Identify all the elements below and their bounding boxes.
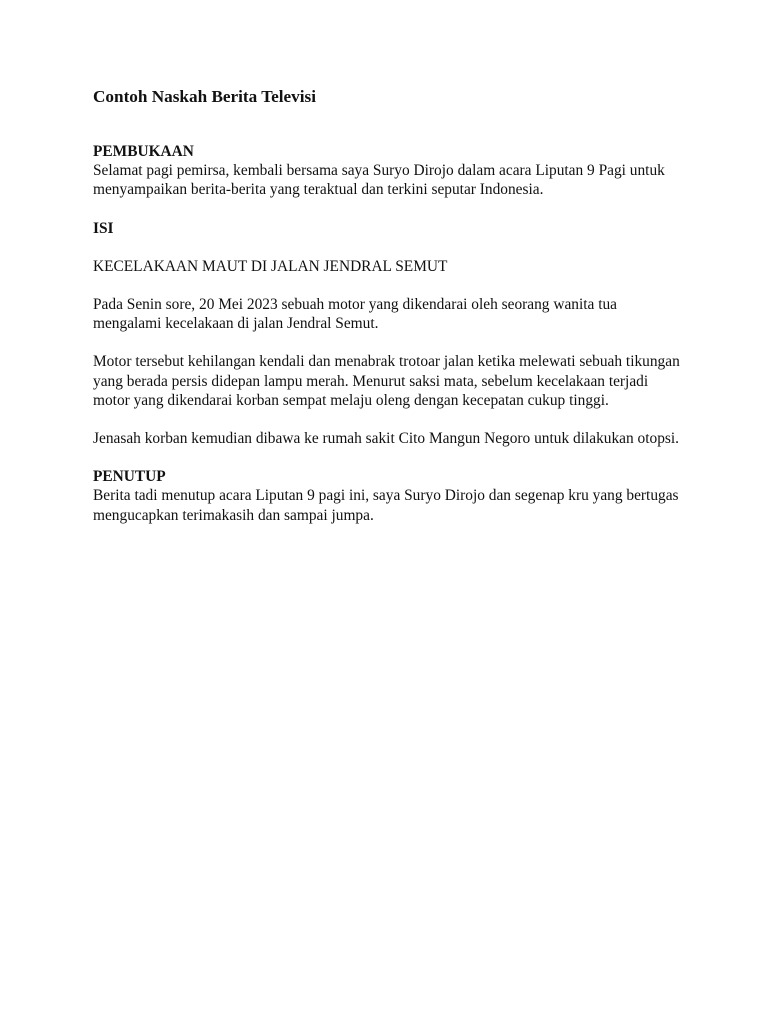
news-headline: KECELAKAAN MAUT DI JALAN JENDRAL SEMUT (93, 257, 448, 275)
closing-paragraph: Berita tadi menutup acara Liputan 9 pagi ini, saya Suryo Dirojo dan segenap kru yang bertugas mengucapkan terimakasih dan sampai jumpa. (93, 487, 679, 524)
section-opening (93, 142, 683, 200)
section-heading-body: ISI (93, 219, 114, 237)
body-paragraph-1: Pada Senin sore, 20 Mei 2023 sebuah motor yang dikendarai oleh seorang wanita tua mengalami kecelakaan di jalan Jendral Semut. (93, 296, 618, 333)
section-closing (93, 467, 683, 525)
document-title: Contoh Naskah Berita Televisi (93, 87, 316, 106)
body-paragraph-3: Jenasah korban kemudian dibawa ke rumah sakit Cito Mangun Negoro untuk dilakukan otopsi. (93, 430, 680, 448)
document-content (93, 86, 683, 525)
body-paragraph-2: Motor tersebut kehilangan kendali dan menabrak trotoar jalan ketika melewati sebuah tikungan yang berada persis didepan lampu merah. Menurut saksi mata, sebelum kecelakaan terjadi motor yang dikendarai korban sempat melaju oleng dengan kecepatan cukup tinggi. (93, 353, 680, 409)
section-body (93, 219, 683, 449)
section-heading-opening: PEMBUKAAN (93, 143, 194, 160)
opening-paragraph: Selamat pagi pemirsa, kembali bersama saya Suryo Dirojo dalam acara Liputan 9 Pagi untuk menyampaikan berita-berita yang teraktual dan terkini seputar Indonesia. (93, 162, 665, 199)
section-heading-closing: PENUTUP (93, 468, 166, 486)
